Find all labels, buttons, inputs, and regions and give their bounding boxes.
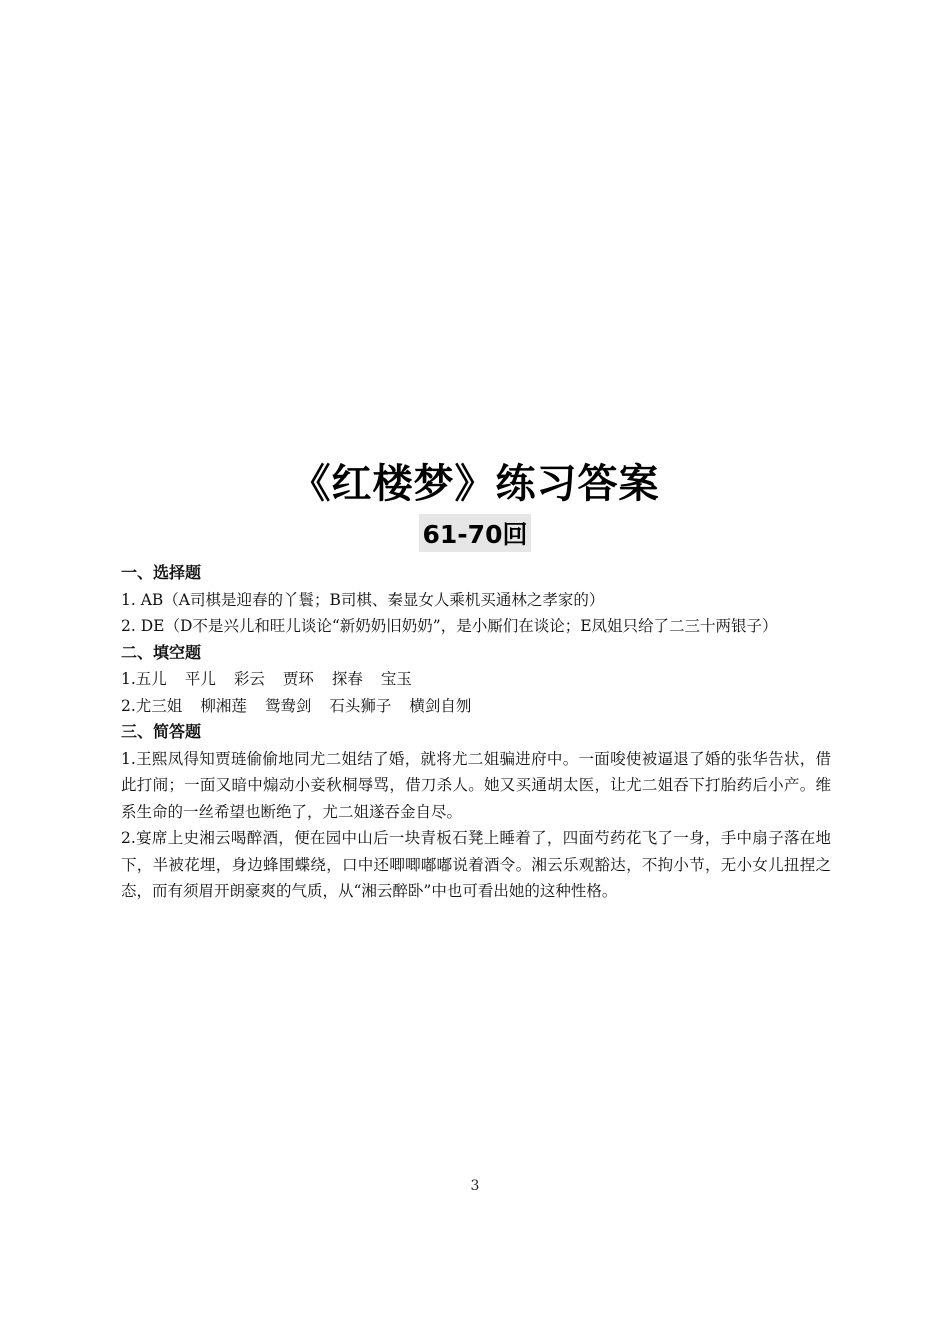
short-answer-2: 2.宴席上史湘云喝醉酒，便在园中山后一块青板石凳上睡着了，四面芍药花飞了一身，手中扇子落在地下，半被花埋，身边蜂围蝶绕，口中还唧唧嘟嘟说着酒令。湘云乐观豁达，不拘小节，无小女儿扭捏之态，而有须眉开朗豪爽的气质，从“湘云醉卧”中也可看出她的这种性格。 [121, 829, 831, 900]
fill-answer-1-number: 1. [121, 670, 136, 688]
fill-answer-1 [121, 666, 831, 693]
section-heading-choice: 一、选择题 [121, 563, 202, 582]
fill-answer-2 [121, 693, 831, 720]
fill-answer-2-item: 尤三姐 [135, 696, 183, 715]
fill-answer-1-item: 五儿 [135, 670, 167, 688]
answer-content [121, 560, 831, 905]
fill-answer-1-item: 贾环 [282, 670, 314, 688]
page-number: 3 [470, 1178, 480, 1194]
choice-answer-2: 2. DE（D不是兴儿和旺儿谈论“新奶奶旧奶奶”，是小厮们在谈论；E凤姐只给了二三十两银子） [121, 617, 778, 635]
fill-answer-2-item: 鸳鸯剑 [264, 696, 312, 715]
document-title: 《红楼梦》练习答案 [290, 461, 660, 507]
subtitle-container [0, 514, 950, 552]
fill-answer-2-number: 2. [121, 696, 136, 715]
fill-answer-2-item: 横剑自刎 [409, 696, 472, 715]
fill-answer-1-item: 平儿 [184, 670, 216, 688]
choice-answer-1: 1. AB（A司棋是迎春的丫鬟；B司棋、秦显女人乘机买通林之孝家的） [121, 590, 605, 609]
fill-answer-2-item: 石头狮子 [329, 696, 392, 715]
short-answer-1: 1.王熙凤得知贾琏偷偷地同尤二姐结了婚，就将尤二姐骗进府中。一面唆使被逼退了婚的张华告状，借此打闹；一面又暗中煽动小妾秋桐辱骂，借刀杀人。她又买通胡太医，让尤二姐吞下打胎药后小产。维系生命的一丝希望也断绝了，尤二姐遂吞金自尽。 [121, 749, 831, 821]
fill-answer-1-item: 探春 [331, 670, 363, 688]
fill-answer-1-item: 彩云 [233, 670, 265, 688]
document-subtitle: 61-70回 [419, 514, 532, 552]
section-heading-short: 三、简答题 [121, 722, 202, 741]
section-heading-fill: 二、填空题 [121, 642, 202, 662]
fill-answer-1-item: 宝玉 [380, 670, 412, 688]
fill-answer-2-item: 柳湘莲 [200, 696, 247, 715]
